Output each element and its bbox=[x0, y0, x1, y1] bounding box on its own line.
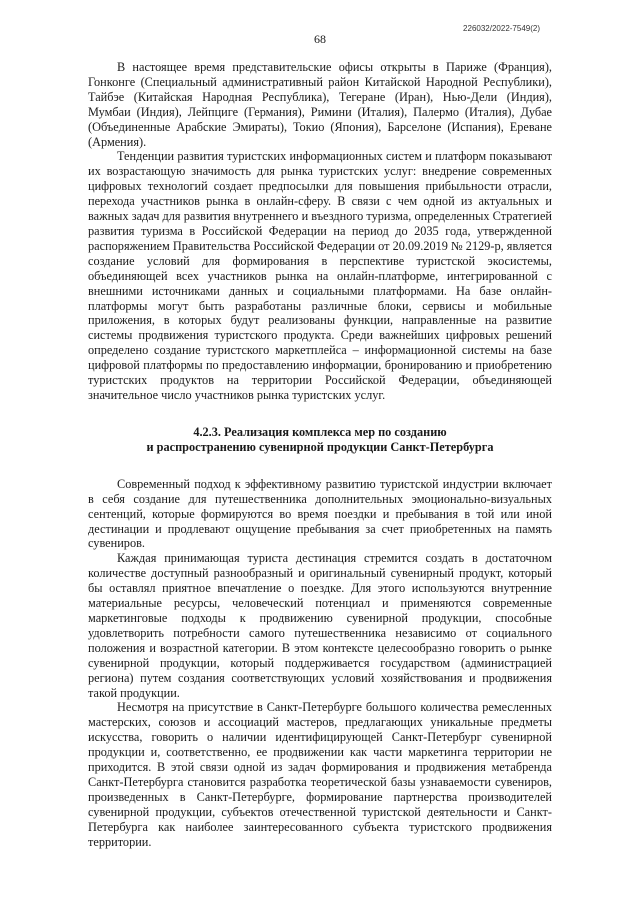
paragraph-metabrand: Несмотря на присутствие в Санкт-Петербурге большого количества ремесленных мастерских, союзов и ассоциаций мастеров, предлагающих уникальные предметы искусства, говорить о наличии идентифицирующей Санкт-Петербург сувенирной продукции и, соответственно, ее продвижении как части маркетинга территории не приходится. В этой связи одной из задач формирования и продвижения метабренда Санкт-Петербурга становится разработка теоретической базы узнаваемости сувениров, произведенных в Санкт-Петербурге, формирование партнерства производителей сувенирной продукции, субъектов отечественной туристской деятельности и Санкт-Петербурга как наиболее заинтересованного субъекта туристского продвижения территории. bbox=[88, 700, 552, 849]
paragraph-offices: В настоящее время представительские офисы открыты в Париже (Франция), Гонконге (Специальный административный район Китайской Народной Республики), Тайбэе (Китайская Народная Республика), Тегеране (Иран), Нью-Дели (Индия), Мумбаи (Индия), Лейпциге (Германия), Римини (Италия), Палермо (Италия), Дубае (Объединенные Арабские Эмираты), Токио (Япония), Барселоне (Испания), Ереване (Армения). bbox=[88, 60, 552, 149]
document-code: 226032/2022-7549(2) bbox=[463, 24, 540, 33]
page-number: 68 bbox=[314, 32, 326, 46]
paragraph-modern-approach: Современный подход к эффективному развитию туристской индустрии включает в себя создание для путешественника дополнительных эмоционально-визуальных сентенций, которые формируются во время поездки и пребывания в той или иной дестинации и продлевают ощущение пребывания за счет приобретенных на память сувениров. bbox=[88, 476, 552, 551]
section-heading-line2: и распространению сувенирной продукции Санкт-Петербурга bbox=[146, 439, 494, 454]
paragraph-tourism-platforms: Тенденции развития туристских информационных систем и платформ показывают их возрастающую значимость для рынка туристских услуг: внедрение современных цифровых технологий создает предпосылки для повышения прибыльности отрасли, перехода участников рынка в онлайн-сферу. В связи с чем одной из актуальных и важных задач для развития внутреннего и въездного туризма, определенных Стратегией развития туризма в Российской Федерации на период до 2035 года, утвержденной распоряжением Правительства Российской Федерации от 20.09.2019 № 2129-р, является создание условий для формирования в перспективе туристской экосистемы, объединяющей всех участников рынка на онлайн-платформе, интегрированной с внешними источниками данных и социальными платформами. На базе онлайн-платформы могут быть разработаны различные блоки, сервисы и мобильные приложения, в которых будут реализованы функции, направленные на развитие системы продвижения туристского продукта. Среди важнейших цифровых решений определено создание туристского маркетплейса – информационной системы на базе цифровой платформы по предоставлению информации, бронированию и приобретению туристских продуктов на территории Российской Федерации, объединяющей значительное число участников рынка туристских услуг. bbox=[88, 149, 552, 402]
document-body bbox=[88, 60, 552, 850]
paragraph-destination: Каждая принимающая туриста дестинация стремится создать в достаточном количестве доступный разнообразный и оригинальный сувенирный продукт, который бы оставлял приятное впечатление о поездке. Для этого используются внутренние материальные ресурсы, человеческий потенциал и применяются современные маркетинговые подходы к продвижению сувенирной продукции, способные удовлетворить потребности самого путешественника независимо от социального положения и возрастной категории. В этом контексте целесообразно говорить о рынке сувенирной продукции, который поддерживается государством (администрацией региона) путем создания соответствующих условий хозяйствования и продвижения такой продукции. bbox=[88, 551, 552, 700]
section-heading bbox=[88, 425, 552, 455]
section-heading-line1: 4.2.3. Реализация комплекса мер по созданию bbox=[193, 424, 447, 439]
